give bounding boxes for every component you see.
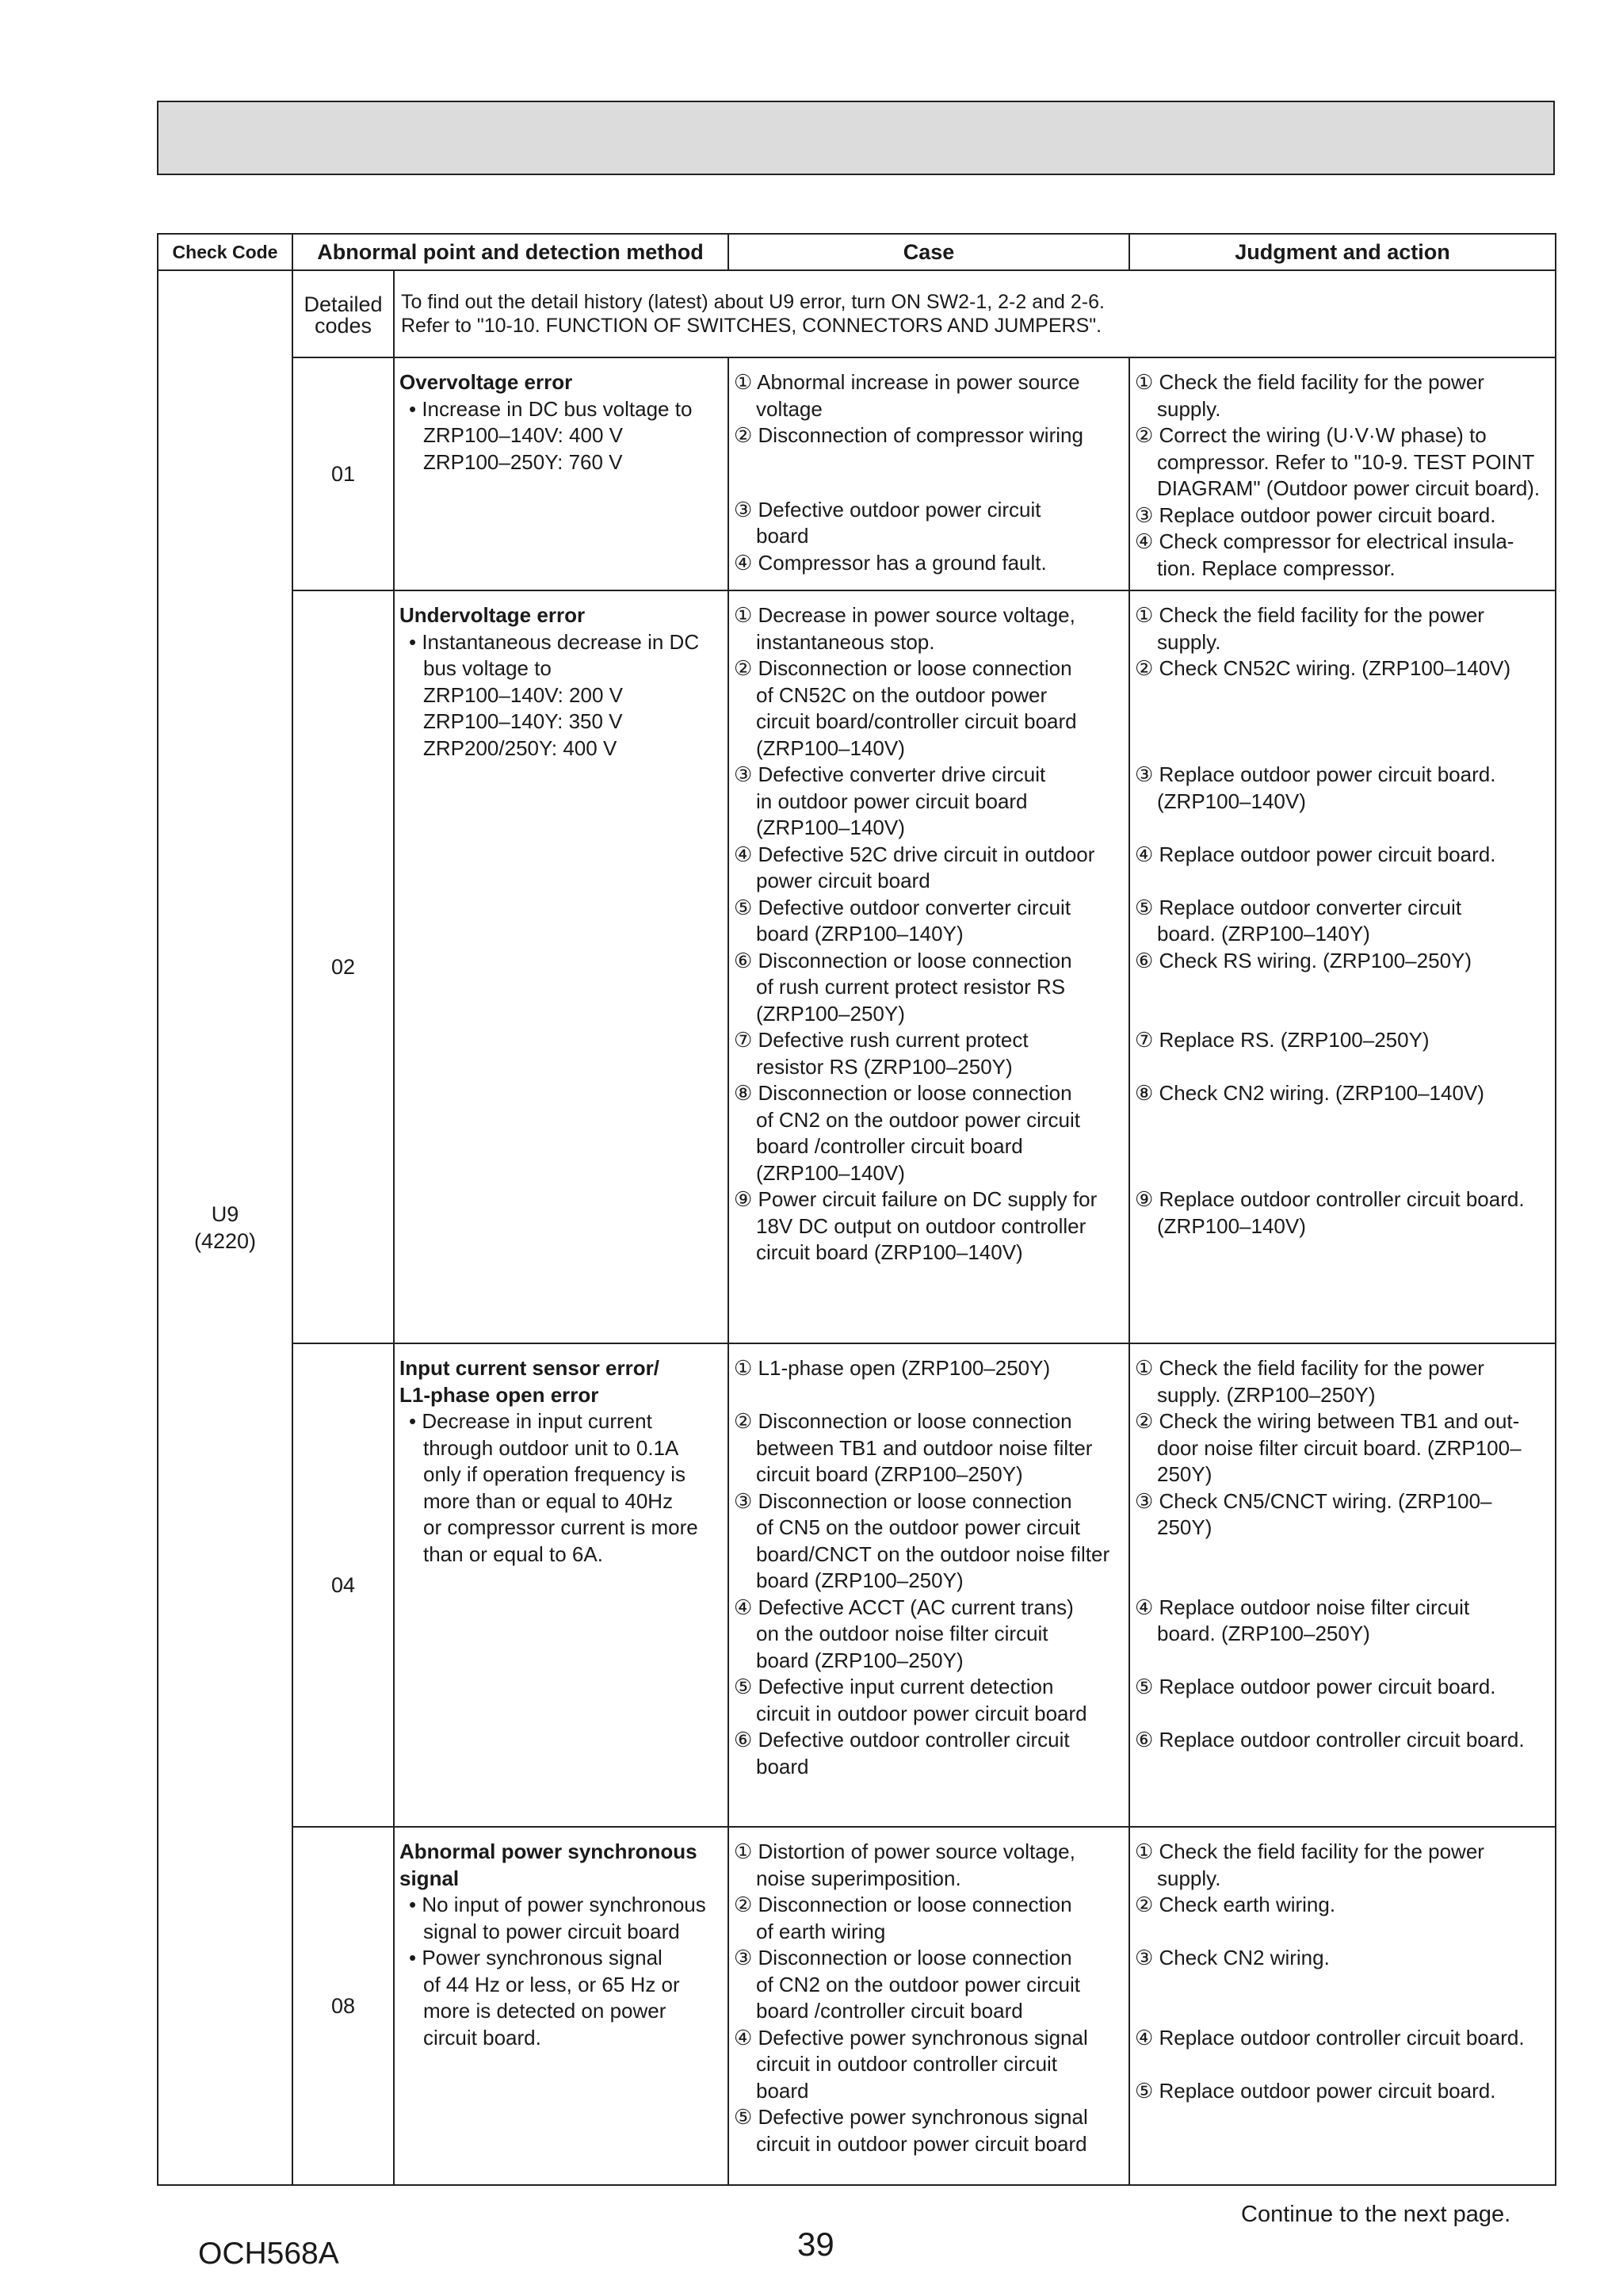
action-line bbox=[1135, 974, 1552, 1001]
action-item bbox=[1135, 762, 1552, 842]
action-line: supply. (ZRP100–250Y) bbox=[1157, 1382, 1376, 1407]
continue-note: Continue to the next page. bbox=[1241, 2202, 1511, 2227]
case-item bbox=[734, 1488, 1125, 1595]
detection-line: ZRP100–140V: 200 V bbox=[423, 682, 623, 707]
case-line: in outdoor power circuit board bbox=[756, 789, 1028, 813]
detailed-label-2: codes bbox=[314, 314, 372, 338]
case-line: on the outdoor noise filter circuit bbox=[756, 1622, 1048, 1645]
case-item bbox=[734, 1408, 1125, 1488]
header-abnormal-point: Abnormal point and detection method bbox=[292, 234, 728, 270]
table-row bbox=[158, 1827, 1556, 2185]
action-line: 250Y) bbox=[1157, 1515, 1212, 1539]
action-line: supply. bbox=[1157, 1866, 1221, 1890]
case-line: circuit in outdoor controller circuit bbox=[756, 2052, 1058, 2076]
action-line bbox=[1135, 1648, 1552, 1675]
abnormal-point-cell bbox=[394, 1343, 728, 1827]
abnormal-point-cell bbox=[394, 357, 728, 590]
action-line: 250Y) bbox=[1157, 1462, 1212, 1486]
case-item bbox=[734, 550, 1125, 577]
action-item bbox=[1135, 369, 1552, 422]
case-line: ① Decrease in power source voltage, bbox=[734, 603, 1075, 627]
case-item bbox=[734, 2104, 1125, 2157]
action-item bbox=[1135, 1595, 1552, 1675]
case-line bbox=[734, 1382, 1125, 1409]
action-line: ① Check the field facility for the power bbox=[1135, 603, 1484, 627]
case-line: circuit in outdoor power circuit board bbox=[756, 2131, 1087, 2156]
table-header-row bbox=[158, 234, 1556, 270]
case-line: 18V DC output on outdoor controller bbox=[756, 1213, 1086, 1238]
case-item bbox=[734, 1839, 1125, 1892]
action-line: ③ Check CN5/CNCT wiring. (ZRP100– bbox=[1135, 1488, 1492, 1513]
detailed-codes-text bbox=[394, 270, 1556, 357]
case-item bbox=[734, 2025, 1125, 2105]
header-judgment: Judgment and action bbox=[1129, 234, 1556, 270]
detection-bullet: circuit board. bbox=[423, 2025, 541, 2050]
action-cell bbox=[1129, 357, 1556, 590]
detailed-code-cell: 08 bbox=[292, 1827, 394, 2185]
action-line: supply. bbox=[1157, 396, 1221, 421]
detailed-codes-label bbox=[292, 270, 394, 357]
detailed-label-1: Detailed bbox=[304, 292, 383, 316]
error-title: Input current sensor error/ bbox=[399, 1356, 659, 1380]
detail-text-1: To find out the detail history (latest) about U9 error, turn ON SW2-1, 2-2 and 2-6. bbox=[401, 291, 1105, 313]
case-line: of CN2 on the outdoor power circuit bbox=[756, 1972, 1080, 1996]
action-item bbox=[1135, 895, 1552, 948]
action-cell bbox=[1129, 590, 1556, 1343]
detail-text-2: Refer to "10-10. FUNCTION OF SWITCHES, CONNECTORS AND JUMPERS". bbox=[401, 315, 1102, 337]
action-item bbox=[1135, 655, 1552, 762]
case-line: ① Distortion of power source voltage, bbox=[734, 1839, 1075, 1863]
case-line: of rush current protect resistor RS bbox=[756, 975, 1066, 999]
case-item bbox=[734, 1945, 1125, 2025]
case-line: ⑥ Defective outdoor controller circuit bbox=[734, 1728, 1070, 1752]
case-item bbox=[734, 655, 1125, 762]
case-line: ② Disconnection or loose connection bbox=[734, 656, 1072, 680]
case-line: between TB1 and outdoor noise filter bbox=[756, 1435, 1093, 1460]
check-code-table bbox=[157, 233, 1556, 2186]
case-item bbox=[734, 497, 1125, 550]
case-line: board/CNCT on the outdoor noise filter bbox=[756, 1541, 1110, 1566]
action-line: ③ Replace outdoor power circuit board. bbox=[1135, 502, 1496, 527]
case-line: board (ZRP100–250Y) bbox=[756, 1568, 964, 1592]
detection-line: than or equal to 6A. bbox=[423, 1541, 603, 1566]
action-line: ① Check the field facility for the power bbox=[1135, 1356, 1484, 1380]
case-line: circuit board (ZRP100–140V) bbox=[756, 1240, 1023, 1264]
action-line bbox=[1135, 868, 1552, 895]
action-line: (ZRP100–140V) bbox=[1157, 789, 1306, 813]
case-item bbox=[734, 1027, 1125, 1080]
error-title: Abnormal power synchronous bbox=[399, 1839, 697, 1863]
action-item bbox=[1135, 1408, 1552, 1488]
action-line: ② Check earth wiring. bbox=[1135, 1893, 1336, 1916]
case-line: (ZRP100–250Y) bbox=[756, 1001, 905, 1026]
action-line: ③ Replace outdoor power circuit board. bbox=[1135, 762, 1496, 786]
case-line: noise superimposition. bbox=[756, 1866, 961, 1890]
action-line: ② Check the wiring between TB1 and out- bbox=[1135, 1409, 1520, 1433]
case-line: ④ Defective ACCT (AC current trans) bbox=[734, 1595, 1074, 1619]
detection-line: ZRP100–140Y: 350 V bbox=[423, 709, 623, 733]
action-line: DIAGRAM" (Outdoor power circuit board). bbox=[1157, 476, 1541, 500]
case-line: ④ Defective power synchronous signal bbox=[734, 2025, 1088, 2050]
case-item bbox=[734, 1892, 1125, 1945]
action-line bbox=[1135, 1701, 1552, 1728]
detailed-code-cell: 04 bbox=[292, 1343, 394, 1827]
action-cell bbox=[1129, 1827, 1556, 2185]
action-line: ⑨ Replace outdoor controller circuit board. bbox=[1135, 1187, 1525, 1211]
action-item bbox=[1135, 2025, 1552, 2078]
action-item bbox=[1135, 1674, 1552, 1727]
action-line: ⑥ Replace outdoor controller circuit board. bbox=[1135, 1728, 1525, 1752]
action-line bbox=[1135, 1160, 1552, 1187]
case-line: ① L1-phase open (ZRP100–250Y) bbox=[734, 1356, 1051, 1380]
action-line: ⑧ Check CN2 wiring. (ZRP100–140V) bbox=[1135, 1081, 1484, 1105]
case-line: board bbox=[756, 2078, 809, 2103]
case-line: resistor RS (ZRP100–250Y) bbox=[756, 1054, 1013, 1079]
detection-bullet: of 44 Hz or less, or 65 Hz or bbox=[423, 1972, 680, 1996]
detection-line: more than or equal to 40Hz bbox=[423, 1488, 674, 1513]
action-item bbox=[1135, 1892, 1552, 1945]
case-line: ③ Disconnection or loose connection bbox=[734, 1488, 1072, 1513]
detection-bullet: • No input of power synchronous bbox=[409, 1893, 706, 1916]
action-item bbox=[1135, 422, 1552, 502]
case-item bbox=[734, 1674, 1125, 1727]
case-line: circuit board/controller circuit board bbox=[756, 709, 1077, 733]
detection-bullet: signal to power circuit board bbox=[423, 1919, 680, 1943]
action-item bbox=[1135, 948, 1552, 1028]
case-line: ⑤ Defective input current detection bbox=[734, 1675, 1054, 1698]
action-line: ⑤ Replace outdoor power circuit board. bbox=[1135, 1675, 1496, 1698]
action-line bbox=[1135, 1568, 1552, 1595]
table-row bbox=[158, 357, 1556, 590]
case-line: ③ Disconnection or loose connection bbox=[734, 1946, 1072, 1969]
action-line: ① Check the field facility for the power bbox=[1135, 1839, 1484, 1863]
error-title: Overvoltage error bbox=[399, 370, 573, 394]
detection-bullet: more is detected on power bbox=[423, 1999, 666, 2023]
action-item bbox=[1135, 1727, 1552, 1754]
action-item bbox=[1135, 1488, 1552, 1595]
detection-line: only if operation frequency is bbox=[423, 1462, 685, 1486]
case-line: (ZRP100–140V) bbox=[756, 816, 905, 839]
case-item bbox=[734, 422, 1125, 449]
detailed-code-cell: 01 bbox=[292, 357, 394, 590]
action-line: supply. bbox=[1157, 629, 1221, 654]
header-band bbox=[157, 101, 1555, 175]
action-item bbox=[1135, 602, 1552, 655]
action-line bbox=[1135, 1054, 1552, 1081]
case-line: ③ Defective converter drive circuit bbox=[734, 762, 1046, 786]
abnormal-point-cell bbox=[394, 590, 728, 1343]
action-line bbox=[1135, 1972, 1552, 1999]
detection-line: ZRP100–140V: 400 V bbox=[423, 423, 623, 447]
case-line: ⑨ Power circuit failure on DC supply for bbox=[734, 1187, 1098, 1211]
action-line: ④ Replace outdoor controller circuit board. bbox=[1135, 2025, 1525, 2050]
case-cell bbox=[728, 357, 1129, 590]
detection-line: ZRP100–250Y: 760 V bbox=[423, 449, 623, 474]
action-line: ④ Replace outdoor power circuit board. bbox=[1135, 842, 1496, 866]
case-item bbox=[734, 1595, 1125, 1675]
case-cell bbox=[728, 1343, 1129, 1827]
error-title: L1-phase open error bbox=[399, 1382, 599, 1407]
detection-bullet: • Instantaneous decrease in DC bbox=[409, 629, 700, 654]
action-line: ① Check the field facility for the power bbox=[1135, 370, 1484, 394]
action-line: board. (ZRP100–250Y) bbox=[1157, 1622, 1370, 1645]
action-line bbox=[1135, 1998, 1552, 2025]
case-line: board /controller circuit board bbox=[756, 1134, 1023, 1158]
case-item bbox=[734, 1355, 1125, 1408]
detection-line: through outdoor unit to 0.1A bbox=[423, 1435, 679, 1460]
document-code: OCH568A bbox=[198, 2237, 339, 2271]
detailed-code-cell: 02 bbox=[292, 590, 394, 1343]
error-title: signal bbox=[399, 1866, 460, 1890]
case-line: ⑤ Defective outdoor converter circuit bbox=[734, 895, 1071, 919]
action-item bbox=[1135, 1355, 1552, 1408]
detection-bullet: • Increase in DC bus voltage to bbox=[409, 396, 693, 421]
action-line bbox=[1135, 1133, 1552, 1160]
case-line: of CN5 on the outdoor power circuit bbox=[756, 1515, 1080, 1539]
error-title: Undervoltage error bbox=[399, 603, 586, 627]
action-item bbox=[1135, 1945, 1552, 2025]
action-item bbox=[1135, 2078, 1552, 2105]
case-line: ① Abnormal increase in power source bbox=[734, 370, 1080, 394]
check-code-value: U9 bbox=[211, 1202, 239, 1226]
case-line: circuit in outdoor power circuit board bbox=[756, 1701, 1087, 1725]
detection-bullet: • Decrease in input current bbox=[409, 1409, 652, 1433]
action-line: ② Correct the wiring (U·V·W phase) to bbox=[1135, 423, 1487, 447]
action-line bbox=[1135, 2051, 1552, 2078]
check-code-cell bbox=[158, 270, 292, 2185]
case-item bbox=[734, 842, 1125, 895]
case-item bbox=[734, 948, 1125, 1028]
case-line: ② Disconnection of compressor wiring bbox=[734, 423, 1083, 447]
action-line: ④ Replace outdoor noise filter circuit bbox=[1135, 1595, 1470, 1619]
action-cell bbox=[1129, 1343, 1556, 1827]
action-item bbox=[1135, 1027, 1552, 1080]
detection-line: ZRP200/250Y: 400 V bbox=[423, 735, 617, 760]
action-item bbox=[1135, 1186, 1552, 1240]
case-cell bbox=[728, 1827, 1129, 2185]
case-item bbox=[734, 449, 1125, 497]
action-line bbox=[1135, 815, 1552, 842]
case-line: ⑥ Disconnection or loose connection bbox=[734, 948, 1072, 972]
action-line: ⑥ Check RS wiring. (ZRP100–250Y) bbox=[1135, 948, 1472, 972]
case-cell bbox=[728, 590, 1129, 1343]
action-item bbox=[1135, 1080, 1552, 1186]
abnormal-point-cell bbox=[394, 1827, 728, 2185]
case-line: board /controller circuit board bbox=[756, 1999, 1023, 2023]
case-item bbox=[734, 1727, 1125, 1780]
action-line bbox=[1135, 1541, 1552, 1568]
case-line: circuit board (ZRP100–250Y) bbox=[756, 1462, 1023, 1486]
case-line: ⑤ Defective power synchronous signal bbox=[734, 2105, 1088, 2129]
case-line: (ZRP100–140V) bbox=[756, 1160, 905, 1185]
case-line: ② Disconnection or loose connection bbox=[734, 1893, 1072, 1916]
table-row bbox=[158, 590, 1556, 1343]
check-code-sub: (4220) bbox=[193, 1229, 257, 1253]
header-case: Case bbox=[728, 234, 1129, 270]
action-line: ③ Check CN2 wiring. bbox=[1135, 1946, 1330, 1969]
action-line bbox=[1135, 1919, 1552, 1946]
case-line: of CN52C on the outdoor power bbox=[756, 682, 1048, 707]
case-line: ⑦ Defective rush current protect bbox=[734, 1028, 1029, 1052]
case-item bbox=[734, 895, 1125, 948]
action-line bbox=[1135, 682, 1552, 709]
action-line: ⑦ Replace RS. (ZRP100–250Y) bbox=[1135, 1028, 1430, 1052]
case-line: voltage bbox=[756, 396, 823, 421]
action-item bbox=[1135, 502, 1552, 529]
case-line: board bbox=[756, 1754, 809, 1778]
case-item bbox=[734, 1186, 1125, 1266]
case-line: of CN2 on the outdoor power circuit bbox=[756, 1107, 1080, 1132]
action-line: tion. Replace compressor. bbox=[1157, 556, 1396, 580]
case-line: ④ Defective 52C drive circuit in outdoor bbox=[734, 842, 1095, 866]
detection-line: bus voltage to bbox=[423, 656, 552, 680]
detection-bullet: • Power synchronous signal bbox=[409, 1946, 663, 1969]
action-line bbox=[1135, 1001, 1552, 1028]
action-line bbox=[1135, 709, 1552, 735]
action-line: ② Check CN52C wiring. (ZRP100–140V) bbox=[1135, 656, 1511, 680]
action-line: (ZRP100–140V) bbox=[1157, 1213, 1306, 1238]
case-line: board (ZRP100–250Y) bbox=[756, 1648, 964, 1672]
case-line: ② Disconnection or loose connection bbox=[734, 1409, 1072, 1433]
action-item bbox=[1135, 842, 1552, 895]
detailed-codes-row bbox=[158, 270, 1556, 357]
case-line: (ZRP100–140V) bbox=[756, 735, 905, 760]
action-line bbox=[1135, 1107, 1552, 1134]
action-line bbox=[1135, 735, 1552, 762]
action-line: door noise filter circuit board. (ZRP100– bbox=[1157, 1435, 1522, 1460]
header-check-code: Check Code bbox=[158, 234, 292, 270]
action-line: board. (ZRP100–140Y) bbox=[1157, 922, 1370, 946]
detection-line: or compressor current is more bbox=[423, 1515, 698, 1539]
action-line: ④ Check compressor for electrical insula- bbox=[1135, 529, 1514, 553]
case-line: board bbox=[756, 524, 809, 548]
action-line: ⑤ Replace outdoor converter circuit bbox=[1135, 895, 1462, 919]
action-item bbox=[1135, 529, 1552, 582]
action-line: ⑤ Replace outdoor power circuit board. bbox=[1135, 2078, 1496, 2103]
action-item bbox=[1135, 1839, 1552, 1892]
case-line: ③ Defective outdoor power circuit bbox=[734, 497, 1041, 521]
case-item bbox=[734, 1080, 1125, 1186]
case-item bbox=[734, 762, 1125, 842]
page-number: 39 bbox=[797, 2225, 834, 2263]
case-line: board (ZRP100–140Y) bbox=[756, 922, 964, 946]
case-line: of earth wiring bbox=[756, 1919, 886, 1943]
action-line: compressor. Refer to "10-9. TEST POINT bbox=[1157, 449, 1535, 474]
case-line: power circuit board bbox=[756, 869, 930, 892]
case-line: ⑧ Disconnection or loose connection bbox=[734, 1081, 1072, 1105]
case-line: ④ Compressor has a ground fault. bbox=[734, 550, 1047, 575]
table-row bbox=[158, 1343, 1556, 1827]
case-item bbox=[734, 369, 1125, 422]
case-line: instantaneous stop. bbox=[756, 629, 935, 654]
case-item bbox=[734, 602, 1125, 655]
